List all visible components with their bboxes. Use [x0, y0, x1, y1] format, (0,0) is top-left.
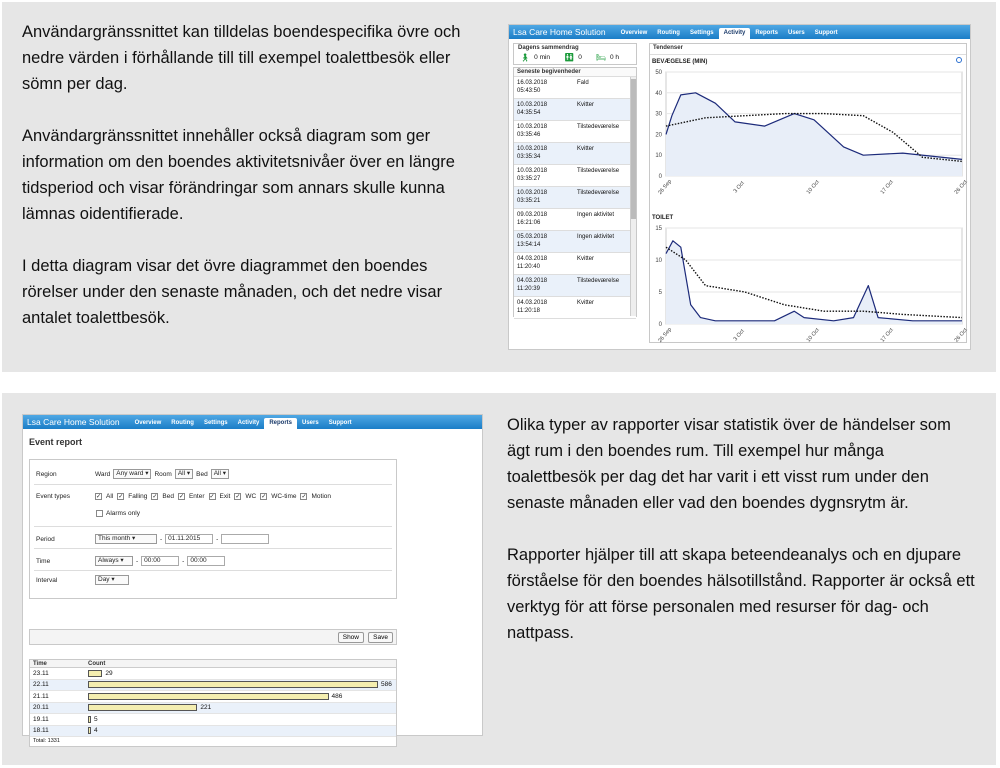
event-type: Tilstedeværelse	[577, 190, 620, 196]
event-type-checkbox[interactable]: ✓	[301, 494, 307, 500]
room-select[interactable]: All ▾	[175, 469, 193, 479]
y-tick-label: 30	[655, 111, 662, 118]
count-cell	[88, 668, 396, 680]
event-type: Kvitter	[577, 146, 595, 152]
event-datetime: 04.03.2018 11:20:40	[517, 256, 548, 270]
period-row: Period This month ▾ - 01.11.2015 -	[36, 534, 269, 544]
tab-support[interactable]: Support	[814, 30, 838, 36]
top-paragraph-1: Användargränssnittet kan tilldelas boendespecifika övre och nedre värden i förhållande till till exempel toalettbesök eller sömn per dag.	[22, 23, 461, 93]
event-type-label: Exit	[219, 493, 231, 500]
tab-reports[interactable]: Reports	[264, 418, 297, 429]
summary-title: Dagens sammendrag	[514, 44, 636, 52]
y-tick-label: 50	[655, 70, 662, 76]
event-type-checkbox[interactable]: ✓	[152, 494, 158, 500]
trends-divider	[650, 54, 966, 55]
bar-value-label: 5	[94, 715, 98, 723]
series-area	[666, 241, 962, 324]
count-bar	[88, 704, 197, 711]
event-type-label: Falling	[128, 493, 148, 500]
top-paragraph-2: Användargränssnittet innehåller också diagram som ger information om den boendes aktivitetsnivåer över en längre tidsperiod och visar förändringar som annars skulle kunna lämnas oidentifierade.	[22, 127, 455, 223]
bar-category-label: 22.11	[33, 681, 49, 688]
walk-value: 0 min	[534, 54, 551, 61]
event-datetime: 04.03.2018 11:20:39	[517, 278, 548, 292]
movement-chart	[650, 66, 968, 196]
region-label: Region	[36, 470, 57, 478]
event-type-checkbox[interactable]: ✓	[209, 494, 215, 500]
top-text	[22, 19, 487, 331]
report-total: Total: 1331	[33, 738, 60, 744]
walking-person-icon: 🚶︎	[520, 53, 531, 62]
trends-box	[649, 43, 967, 343]
tab-support[interactable]: Support	[328, 420, 352, 426]
event-row[interactable]	[514, 77, 636, 99]
ward-select[interactable]: Any ward ▾	[113, 469, 151, 479]
count-bar	[88, 681, 378, 688]
ward-label: Ward	[95, 470, 111, 478]
interval-row	[36, 575, 129, 585]
count-bar	[88, 693, 329, 700]
activity-app-screenshot	[508, 24, 971, 350]
table-row	[30, 703, 396, 715]
event-type-label: Motion	[311, 493, 331, 500]
x-tick-label: 3 Oct	[732, 328, 746, 343]
period-from-input[interactable]: 01.11.2015	[165, 534, 213, 544]
room-label: Room	[154, 470, 172, 478]
report-button-bar	[29, 629, 397, 645]
events-scrollbar[interactable]	[630, 77, 636, 316]
event-row[interactable]	[514, 231, 636, 253]
event-type: Kvitter	[577, 102, 595, 108]
bar-category-label: 18.11	[33, 727, 49, 734]
count-cell	[88, 702, 396, 714]
event-datetime: 05.03.2018 13:54:14	[517, 234, 548, 248]
event-type: Kvitter	[577, 256, 595, 262]
event-datetime: 10.03.2018 03:35:21	[517, 190, 548, 204]
series-line-average	[666, 247, 962, 317]
event-type: Ingen aktivitet	[577, 234, 615, 240]
event-row[interactable]	[514, 297, 636, 319]
form-divider	[34, 570, 392, 571]
x-tick-label: 26 Sep	[657, 326, 674, 344]
bar-category-label: 20.11	[33, 704, 49, 711]
region-row	[36, 469, 229, 479]
x-tick-label: 26 Sep	[657, 178, 674, 196]
y-tick-label: 10	[655, 153, 662, 160]
tab-settings[interactable]: Settings	[689, 30, 714, 36]
y-tick-label: 0	[658, 322, 662, 328]
event-type: Tilstedeværelse	[577, 124, 620, 130]
plot-frame	[666, 228, 962, 324]
event-type-checkbox[interactable]: ✓	[235, 494, 241, 500]
summary-row	[514, 52, 636, 63]
y-tick-label: 20	[655, 132, 662, 139]
alarms-only-row	[96, 510, 140, 517]
event-type-label: Enter	[188, 493, 205, 500]
events-scroll-thumb[interactable]	[631, 79, 636, 219]
event-datetime: 09.03.2018 16:21:06	[517, 212, 548, 226]
bed-select[interactable]: All ▾	[211, 469, 229, 479]
event-datetime: 04.03.2018 11:20:18	[517, 300, 548, 314]
app-brand: Lsa Care Home Solution	[27, 417, 120, 427]
report-table-rows	[30, 668, 396, 737]
table-row	[30, 680, 396, 692]
count-cell	[88, 679, 396, 691]
event-type-checkbox[interactable]: ✓	[118, 494, 124, 500]
bottom-panel	[2, 393, 996, 765]
events-title: Seneste begivenheder	[514, 68, 636, 77]
bed-icon: 🛏︎	[595, 53, 606, 62]
count-cell	[88, 691, 396, 703]
toilet-icon: 🚻︎	[564, 53, 575, 62]
tab-settings[interactable]: Settings	[203, 420, 228, 426]
app-navbar	[23, 415, 482, 429]
event-row[interactable]	[514, 187, 636, 209]
report-title: Event report	[29, 437, 83, 447]
report-table	[29, 659, 397, 747]
bar-value-label: 4	[94, 727, 98, 734]
toilet-value: 0	[578, 54, 582, 61]
x-tick-label: 17 Oct	[879, 179, 895, 196]
event-datetime: 10.03.2018 03:35:46	[517, 124, 548, 138]
top-panel	[2, 2, 996, 372]
event-row[interactable]	[514, 99, 636, 121]
x-tick-label: 10 Oct	[805, 327, 821, 344]
x-tick-label: 3 Oct	[732, 180, 746, 195]
bar-category-label: 21.11	[33, 692, 49, 700]
y-tick-label: 10	[655, 258, 662, 264]
event-type: Fald	[577, 80, 589, 86]
event-type: Kvitter	[577, 300, 595, 306]
event-datetime: 10.03.2018 03:35:34	[517, 146, 548, 160]
recent-events-list	[513, 67, 637, 317]
report-app-screenshot	[22, 414, 483, 744]
bar-value-label: 221	[200, 704, 212, 711]
y-tick-label: 40	[655, 90, 662, 97]
event-type-checkbox[interactable]: ✓	[96, 494, 102, 500]
time-label: Time	[36, 557, 51, 565]
col-count-header: Count	[88, 660, 106, 667]
alarms-only-checkbox[interactable]	[96, 510, 103, 517]
tab-overview[interactable]: Overview	[620, 30, 648, 36]
interval-select[interactable]: Day ▾	[95, 575, 129, 585]
event-row[interactable]	[514, 253, 636, 275]
save-button[interactable]: Save	[368, 632, 393, 643]
x-tick-label: 17 Oct	[879, 327, 895, 344]
time-from-input[interactable]: 00:00	[141, 556, 179, 566]
movement-chart-title: BEVÆGELSE (MIN)	[652, 59, 708, 65]
summary-box	[513, 43, 637, 65]
y-tick-label: 5	[658, 290, 662, 296]
tab-routing[interactable]: Routing	[657, 30, 680, 36]
y-tick-label: 0	[658, 174, 662, 180]
event-row[interactable]	[514, 121, 636, 143]
table-row	[30, 726, 396, 738]
toilet-chart-title: TOILET	[652, 215, 674, 221]
x-tick-label: 26 Oct	[953, 327, 969, 344]
table-row	[30, 714, 396, 726]
x-tick-label: 10 Oct	[805, 179, 821, 196]
event-type: Tilstedeværelse	[577, 168, 620, 174]
alarms-only-label: Alarms only	[106, 510, 140, 517]
bar-category-label: 19.11	[33, 715, 49, 723]
event-row[interactable]	[514, 209, 636, 231]
bed-value: 0 h	[610, 54, 620, 61]
tab-users[interactable]: Users	[302, 420, 319, 426]
bar-value-label: 29	[105, 669, 113, 677]
tab-activity[interactable]: Activity	[719, 28, 751, 39]
table-row	[30, 691, 396, 703]
top-paragraph-3: I detta diagram visar det övre diagrammet den boendes rörelser under den senaste månaden, och det nedre visar antalet toalettbesök.	[22, 257, 443, 327]
event-datetime: 10.03.2018 03:35:27	[517, 168, 548, 182]
tab-overview[interactable]: Overview	[134, 420, 162, 426]
series-line-actual	[666, 241, 962, 321]
event-type-checkbox[interactable]: ✓	[261, 494, 267, 500]
bottom-text	[507, 412, 977, 646]
settings-circle-icon[interactable]	[956, 57, 962, 63]
time-to-input[interactable]: 00:00	[187, 556, 225, 566]
event-types-label: Event types	[36, 493, 70, 500]
event-type: Tilstedeværelse	[577, 278, 620, 284]
time-row: Time Always ▾ - 00:00 - 00:00	[36, 556, 225, 566]
event-type: Ingen aktivitet	[577, 212, 615, 218]
app-brand: Lsa Care Home Solution	[513, 27, 606, 37]
event-type-label: Bed	[162, 493, 174, 500]
bar-value-label: 586	[381, 681, 392, 688]
event-row[interactable]	[514, 143, 636, 165]
form-divider	[34, 526, 392, 527]
interval-label: Interval	[36, 576, 58, 584]
form-divider	[34, 548, 392, 549]
count-bar	[88, 670, 102, 677]
table-row	[30, 668, 396, 680]
period-select[interactable]: This month ▾	[95, 534, 157, 544]
event-type-label: WC-time	[271, 493, 297, 500]
tab-users[interactable]: Users	[788, 30, 805, 36]
period-to-input[interactable]	[221, 534, 269, 544]
time-select[interactable]: Always ▾	[95, 556, 133, 566]
tab-reports[interactable]: Reports	[755, 30, 778, 36]
count-bar	[88, 716, 91, 723]
count-cell	[88, 714, 396, 726]
count-bar	[88, 727, 91, 734]
form-divider	[34, 484, 392, 485]
col-time-header: Time	[33, 661, 47, 667]
event-datetime: 10.03.2018 04:35:54	[517, 102, 548, 116]
bar-value-label: 486	[331, 692, 343, 700]
event-type-label: WC	[245, 493, 257, 500]
count-cell	[88, 725, 396, 737]
bottom-paragraph-2: Rapporter hjälper till att skapa beteendeanalys och en djupare förståelse för den boendes hälsotillstånd. Rapporter är också ett verktyg för att förse personalen med resurser för dag- och nattpass.	[507, 546, 975, 642]
trends-title: Tendenser	[650, 44, 966, 52]
y-tick-label: 15	[655, 226, 662, 232]
event-type-checkbox[interactable]: ✓	[178, 494, 184, 500]
tab-routing[interactable]: Routing	[171, 420, 194, 426]
bottom-paragraph-1: Olika typer av rapporter visar statistik över de händelser som ägt rum i den boendes rum. Till exempel hur många toalettbesök per dag det har varit i ett visst rum under den senaste månaden eller vad den boendes dygnsrytm är.	[507, 416, 951, 512]
event-types-options	[95, 493, 331, 500]
event-row[interactable]	[514, 165, 636, 187]
app-navbar	[509, 25, 970, 39]
period-label: Period	[36, 535, 55, 543]
event-types-row	[36, 493, 331, 500]
show-button[interactable]: Show	[338, 632, 364, 643]
x-tick-label: 26 Oct	[953, 179, 969, 196]
events-rows	[514, 77, 636, 319]
bed-label: Bed	[196, 470, 208, 478]
event-row[interactable]	[514, 275, 636, 297]
toilet-chart	[650, 224, 968, 344]
report-filter-form	[29, 459, 397, 599]
tab-activity[interactable]: Activity	[237, 420, 260, 426]
bar-category-label: 23.11	[33, 669, 49, 677]
event-datetime: 16.03.2018 05:43:50	[517, 80, 548, 94]
event-type-label: All	[106, 493, 114, 500]
